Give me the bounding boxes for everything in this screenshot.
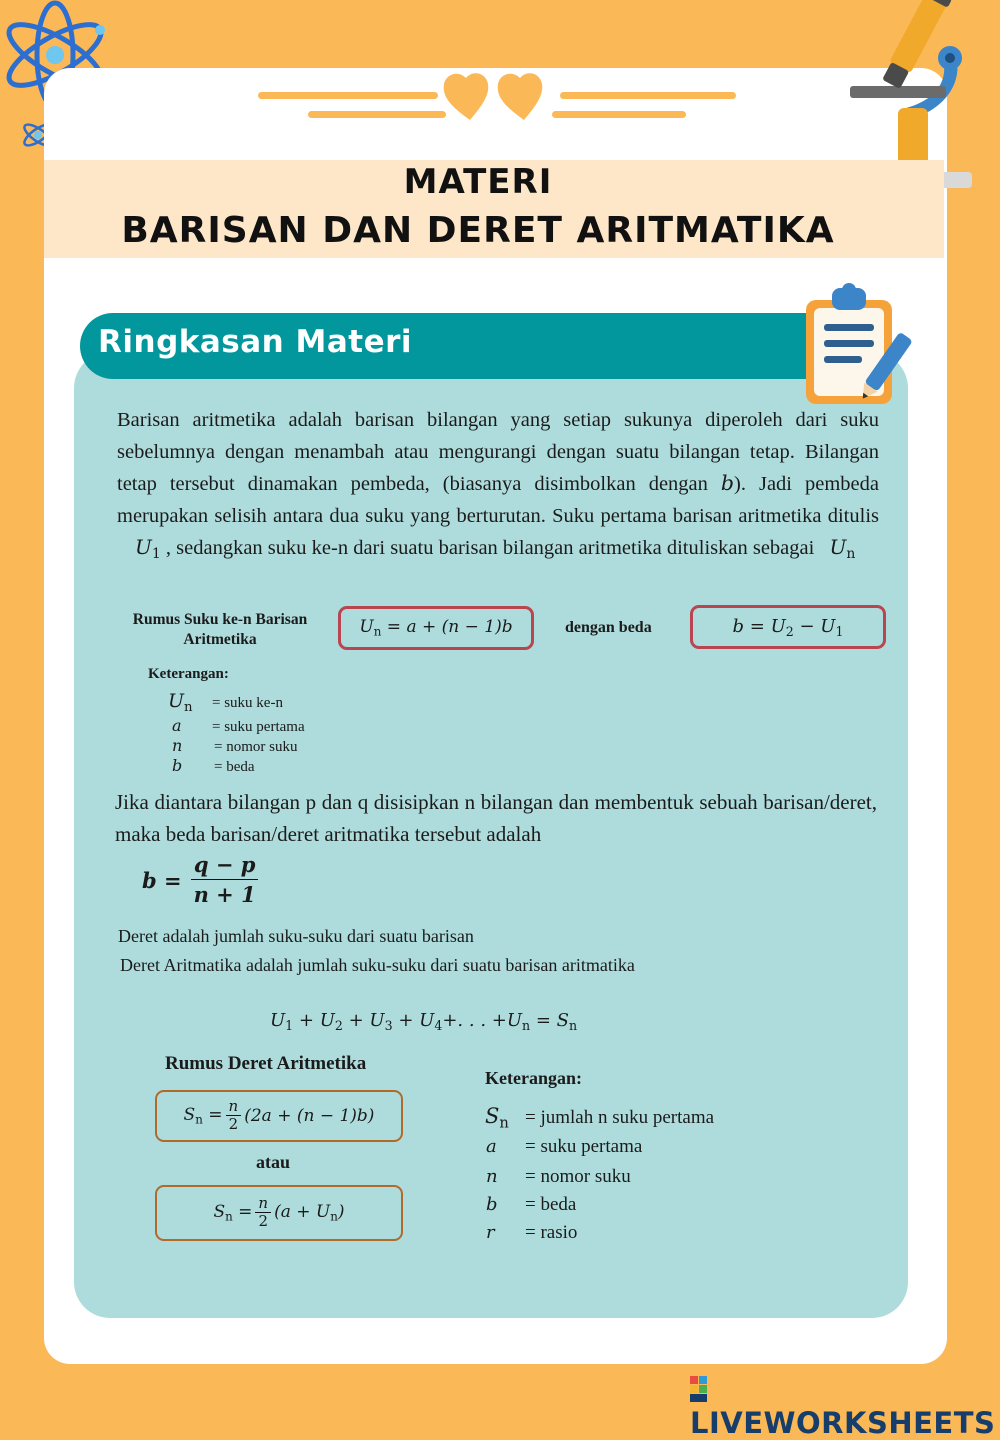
formula-sn-box-1: $S_n$ = $\frac{n}{2}$ (2a + (n − 1)b) [155, 1090, 403, 1142]
keterangan-item: $S_n$ = jumlah n suku pertama [485, 1104, 715, 1132]
formula-sn-box-2: $S_n$ = $\frac{n}{2}$ $(a + U_n)$ [155, 1185, 403, 1241]
formula-b-box: $b = U_2 - U_1$ [690, 605, 886, 649]
decor-line [308, 111, 446, 118]
sisipan-paragraph: Jika diantara bilangan p dan q disisipkan n bilangan dan membentuk sebuah barisan/deret, maka beda barisan/deret aritmatika tersebut adalah [115, 790, 877, 846]
dengan-beda-label: dengan beda [565, 619, 652, 636]
beda-sisipan-formula: b = $\frac{q - p}{n + 1}$ [142, 854, 262, 906]
keterangan-item: b = beda [486, 1194, 577, 1215]
decor-line [560, 92, 736, 99]
keterangan-heading-2: Keterangan: [485, 1068, 582, 1088]
formula-un-box: $U_n = a + (n - 1)b$ [338, 606, 534, 650]
intro-paragraph: Barisan aritmetika adalah barisan bilangan yang setiap sukunya diperoleh dari suku sebelumnya dengan menambah atau mengurangi dengan suatu bilangan tetap. Bilangan tetap tersebut dinamakan pembeda, (biasanya disimbolkan dengan b). Jadi pembeda merupakan selisih antara dua suku yang berturutan. Suku pertama barisan aritmetika ditulis $U_1$ , sedangkan suku ke-n dari suatu barisan bilangan aritmetika dituliskan sebagai $U_n$ [117, 409, 880, 563]
deret-aritmatika-definition: Deret Aritmatika adalah jumlah suku-suku dari suatu barisan aritmatika [120, 955, 635, 975]
sum-formula: $U_1 + U_2 + U_3 + U_4+$. . . $+U_n = S_n$ [270, 1010, 578, 1033]
keterangan-item: b = beda [172, 756, 255, 775]
decor-line [552, 111, 686, 118]
liveworksheets-logo[interactable] [690, 1372, 1000, 1440]
deret-definition: Deret adalah jumlah suku-suku dari suatu barisan [118, 926, 474, 946]
keterangan-item: n = nomor suku [486, 1166, 631, 1187]
keterangan-item: a = suku pertama [486, 1136, 643, 1157]
liveworksheets-badge-icon [690, 1376, 708, 1402]
section-title: Ringkasan Materi [98, 324, 413, 360]
liveworksheets-text: LIVEWORKSHEETS [690, 1406, 996, 1440]
atau-label: atau [256, 1152, 291, 1172]
decor-line [258, 92, 438, 99]
hearts-icon [440, 68, 556, 126]
keterangan-heading: Keterangan: [148, 666, 229, 682]
keterangan-item: r = rasio [486, 1222, 578, 1243]
rumus-suku-label: Rumus Suku ke-n Barisan Aritmetika [132, 611, 308, 648]
page-title-line2: BARISAN DAN DERET ARITMATIKA [121, 210, 835, 251]
keterangan-item: $U_n$ = suku ke-n [168, 690, 283, 715]
page-title-line1: MATERI [403, 162, 553, 202]
keterangan-item: a = suku pertama [172, 716, 305, 735]
rumus-deret-heading: Rumus Deret Aritmetika [165, 1053, 367, 1074]
keterangan-item: n = nomor suku [172, 736, 298, 755]
clipboard-pencil-icon [796, 278, 908, 410]
